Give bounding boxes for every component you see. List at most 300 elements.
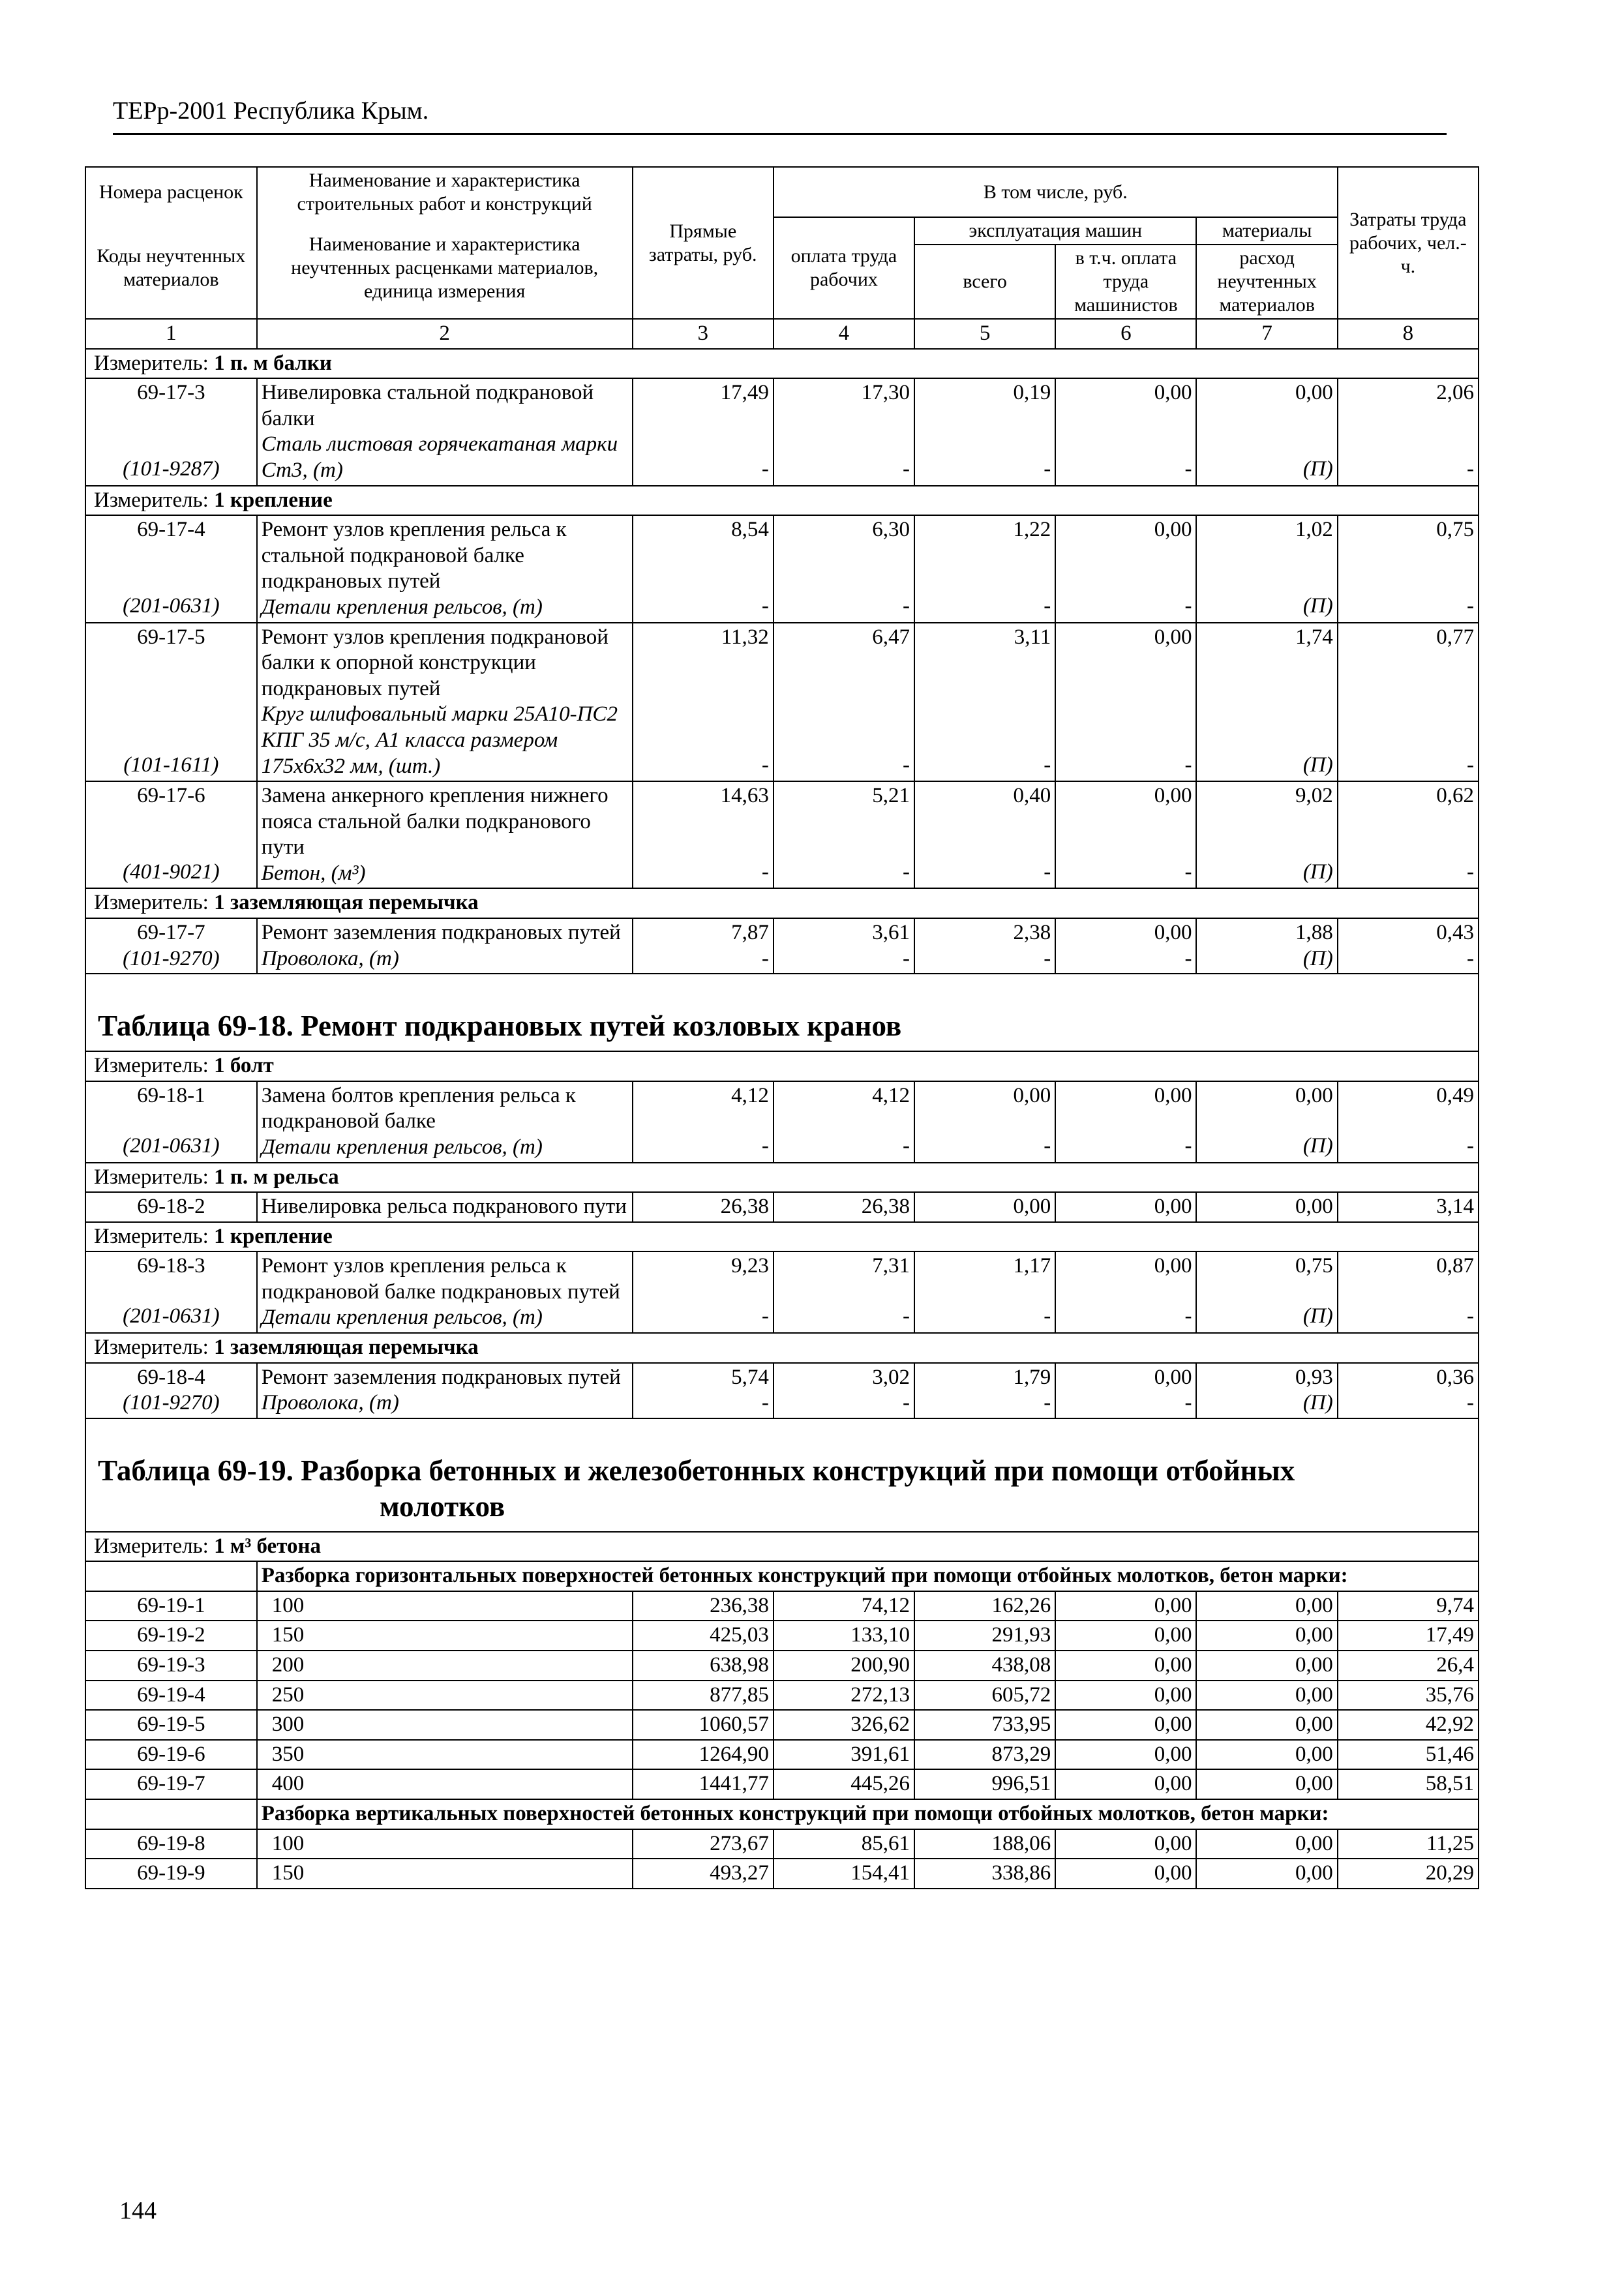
value-col8: 11,25 bbox=[1426, 1831, 1474, 1855]
value-col6: 0,00 bbox=[1154, 1742, 1192, 1766]
material-name: Детали крепления рельсов, (т) bbox=[261, 1135, 543, 1159]
value-col5: 0,40 bbox=[1013, 784, 1051, 808]
value-col5: 996,51 bbox=[991, 1772, 1051, 1796]
rate-name: Замена анкерного крепления нижнего пояса стальной балки подкранового пути bbox=[261, 784, 609, 860]
empty-cell bbox=[85, 1799, 257, 1829]
value-cell-col5 bbox=[914, 1859, 1055, 1889]
value-cell-col6 bbox=[1055, 1081, 1196, 1163]
value-col8: 0,62 bbox=[1436, 784, 1474, 808]
value-cell-col6 bbox=[1055, 1251, 1196, 1333]
value-col5: 438,08 bbox=[991, 1653, 1051, 1677]
material-value-col3: - bbox=[761, 1133, 769, 1158]
value-cell-col6 bbox=[1055, 1769, 1196, 1799]
value-col8: 17,49 bbox=[1425, 1623, 1474, 1647]
subheading bbox=[257, 1799, 1479, 1829]
measure-prefix: Измеритель: bbox=[94, 351, 209, 375]
value-cell-col3 bbox=[633, 515, 774, 622]
measure-prefix: Измеритель: bbox=[94, 1336, 209, 1360]
value-col6: 0,00 bbox=[1154, 1713, 1192, 1737]
table-title-line: молотков bbox=[380, 1489, 505, 1523]
value-cell-col4 bbox=[774, 515, 914, 622]
rate-row bbox=[85, 1192, 1479, 1222]
value-col6: 0,00 bbox=[1154, 1683, 1192, 1707]
rate-code-cell bbox=[85, 623, 257, 782]
value-col7: 1,88 bbox=[1295, 921, 1333, 945]
value-cell-col5 bbox=[914, 781, 1055, 888]
measure-value: 1 п. м балки bbox=[214, 351, 332, 375]
measure-value: 1 крепление bbox=[214, 1224, 333, 1248]
rate-code-cell bbox=[85, 1681, 257, 1711]
material-name: Детали крепления рельсов, (т) bbox=[261, 595, 543, 619]
head-col2-top: Наименование и характеристика строительных работ и конструкций bbox=[257, 167, 633, 217]
value-col6: 0,00 bbox=[1154, 625, 1192, 649]
rate-code-cell bbox=[85, 1251, 257, 1333]
material-value-col7: (П) bbox=[1302, 1133, 1333, 1158]
rate-code-cell bbox=[85, 1740, 257, 1770]
rate-row bbox=[85, 515, 1479, 622]
value-col7: 0,00 bbox=[1295, 1742, 1333, 1766]
rate-name-cell bbox=[257, 515, 633, 622]
value-cell-col4 bbox=[774, 781, 914, 888]
measure-row bbox=[85, 1333, 1479, 1363]
col-number: 7 bbox=[1196, 319, 1337, 349]
material-value-col4: - bbox=[903, 593, 910, 618]
rate-name-cell bbox=[257, 1591, 633, 1621]
material-name: Детали крепления рельсов, (т) bbox=[261, 1306, 543, 1330]
rate-row bbox=[85, 1621, 1479, 1651]
head-machines: эксплуатация машин bbox=[914, 217, 1196, 245]
value-cell-col4 bbox=[774, 1740, 914, 1770]
value-cell-col8 bbox=[1338, 1710, 1479, 1740]
value-col5: 605,72 bbox=[991, 1683, 1051, 1707]
measure-value: 1 крепление bbox=[214, 488, 333, 512]
value-cell-col8 bbox=[1338, 918, 1479, 974]
material-value-col5: - bbox=[1044, 1304, 1051, 1328]
value-cell-col7 bbox=[1196, 1710, 1337, 1740]
value-cell-col4 bbox=[774, 1651, 914, 1681]
material-value-col4: - bbox=[903, 1304, 910, 1328]
material-code: (101-1611) bbox=[123, 753, 219, 777]
material-value-col5: - bbox=[1044, 946, 1051, 970]
material-value-col3: - bbox=[761, 860, 769, 884]
value-col5: 291,93 bbox=[991, 1623, 1051, 1647]
value-col4: 154,41 bbox=[850, 1861, 910, 1885]
rate-code-cell bbox=[85, 1651, 257, 1681]
measure-prefix: Измеритель: bbox=[94, 1534, 209, 1558]
value-cell-col6 bbox=[1055, 1859, 1196, 1889]
value-cell-col5 bbox=[914, 1710, 1055, 1740]
rate-code: 69-19-2 bbox=[137, 1623, 205, 1647]
rate-row bbox=[85, 1859, 1479, 1889]
rate-code-cell bbox=[85, 1363, 257, 1418]
value-cell-col4 bbox=[774, 1192, 914, 1222]
rate-code: 69-19-7 bbox=[137, 1772, 205, 1796]
rate-code: 69-18-3 bbox=[137, 1254, 205, 1278]
value-cell-col6 bbox=[1055, 918, 1196, 974]
value-cell-col3 bbox=[633, 781, 774, 888]
value-col8: 0,43 bbox=[1436, 921, 1474, 945]
material-value-col6: - bbox=[1184, 946, 1192, 970]
value-cell-col4 bbox=[774, 1681, 914, 1711]
value-col7: 0,00 bbox=[1295, 1593, 1333, 1617]
value-col5: 1,22 bbox=[1013, 518, 1051, 542]
rate-code: 69-19-5 bbox=[137, 1713, 205, 1737]
value-col6: 0,00 bbox=[1154, 1083, 1192, 1107]
value-cell-col6 bbox=[1055, 1621, 1196, 1651]
material-code: (101-9287) bbox=[123, 456, 220, 481]
value-col6: 0,00 bbox=[1154, 1254, 1192, 1278]
material-value-col8: - bbox=[1467, 946, 1474, 970]
value-col5: 162,26 bbox=[991, 1593, 1051, 1617]
rate-code-cell bbox=[85, 781, 257, 888]
value-cell-col7 bbox=[1196, 1681, 1337, 1711]
value-col6: 0,00 bbox=[1154, 1653, 1192, 1677]
head-group-label: В том числе, руб. bbox=[774, 167, 1338, 217]
rate-code-cell bbox=[85, 1859, 257, 1889]
value-cell-col3 bbox=[633, 623, 774, 782]
value-col4: 326,62 bbox=[850, 1713, 910, 1737]
rate-code: 69-17-7 bbox=[137, 921, 205, 945]
col-number: 8 bbox=[1338, 319, 1479, 349]
value-cell-col3 bbox=[633, 1591, 774, 1621]
value-col6: 0,00 bbox=[1154, 1365, 1192, 1389]
value-col4: 74,12 bbox=[861, 1593, 910, 1617]
material-name: Сталь листовая горячекатаная марки Ст3, (т) bbox=[261, 432, 618, 482]
value-col8: 9,74 bbox=[1436, 1593, 1474, 1617]
value-cell-col6 bbox=[1055, 1740, 1196, 1770]
col-number: 6 bbox=[1055, 319, 1196, 349]
rate-code: 69-17-3 bbox=[137, 381, 205, 405]
value-col5: 0,00 bbox=[1013, 1195, 1051, 1219]
material-value-col3: - bbox=[761, 1304, 769, 1328]
rate-name-cell bbox=[257, 1769, 633, 1799]
value-cell-col3 bbox=[633, 1251, 774, 1333]
measure-cell bbox=[85, 1532, 1479, 1562]
material-value-col4: - bbox=[903, 1133, 910, 1158]
col-number: 3 bbox=[633, 319, 774, 349]
value-cell-col6 bbox=[1055, 781, 1196, 888]
value-cell-col3 bbox=[633, 378, 774, 485]
measure-prefix: Измеритель: bbox=[94, 891, 209, 915]
measure-cell bbox=[85, 349, 1479, 379]
value-col3: 638,98 bbox=[710, 1653, 769, 1677]
value-col4: 133,10 bbox=[850, 1623, 910, 1647]
value-col4: 445,26 bbox=[850, 1772, 910, 1796]
measure-cell bbox=[85, 1222, 1479, 1252]
value-cell-col7 bbox=[1196, 378, 1337, 485]
value-cell-col5 bbox=[914, 1651, 1055, 1681]
value-col7: 0,75 bbox=[1295, 1254, 1333, 1278]
value-col8: 3,14 bbox=[1436, 1195, 1474, 1219]
rate-name: Ремонт узлов крепления рельса к стальной подкрановой балке подкрановых путей bbox=[261, 518, 567, 593]
value-cell-col7 bbox=[1196, 781, 1337, 888]
value-cell-col7 bbox=[1196, 1363, 1337, 1418]
value-cell-col4 bbox=[774, 918, 914, 974]
value-cell-col4 bbox=[774, 1769, 914, 1799]
col-number: 2 bbox=[257, 319, 633, 349]
value-col7: 0,00 bbox=[1295, 1653, 1333, 1677]
material-value-col8: - bbox=[1467, 1133, 1474, 1158]
rate-code-cell bbox=[85, 918, 257, 974]
value-cell-col4 bbox=[774, 378, 914, 485]
rate-row bbox=[85, 1591, 1479, 1621]
value-cell-col8 bbox=[1338, 1829, 1479, 1859]
value-col3: 26,38 bbox=[720, 1195, 769, 1219]
value-cell-col8 bbox=[1338, 1769, 1479, 1799]
value-cell-col5 bbox=[914, 1192, 1055, 1222]
value-cell-col3 bbox=[633, 1859, 774, 1889]
value-col6: 0,00 bbox=[1154, 784, 1192, 808]
rate-name: Ремонт узлов крепления рельса к подкрановой балке подкрановых путей bbox=[261, 1254, 620, 1304]
measure-row bbox=[85, 1051, 1479, 1081]
value-cell-col7 bbox=[1196, 1651, 1337, 1681]
value-col3: 4,12 bbox=[731, 1083, 769, 1107]
material-code: (201-0631) bbox=[123, 593, 220, 618]
table-title bbox=[85, 974, 1479, 1051]
rate-code-cell bbox=[85, 378, 257, 485]
value-cell-col4 bbox=[774, 623, 914, 782]
rate-code-cell bbox=[85, 1710, 257, 1740]
rate-name: 250 bbox=[271, 1683, 305, 1707]
value-col3: 17,49 bbox=[720, 381, 769, 405]
value-col7: 0,00 bbox=[1295, 1683, 1333, 1707]
value-col8: 0,36 bbox=[1436, 1365, 1474, 1389]
measure-prefix: Измеритель: bbox=[94, 1224, 209, 1248]
measure-value: 1 заземляющая перемычка bbox=[214, 891, 479, 915]
value-cell-col3 bbox=[633, 1621, 774, 1651]
value-col8: 51,46 bbox=[1425, 1742, 1474, 1766]
value-cell-col8 bbox=[1338, 1591, 1479, 1621]
value-col3: 877,85 bbox=[710, 1683, 769, 1707]
material-value-col5: - bbox=[1044, 456, 1051, 481]
material-value-col4: - bbox=[903, 860, 910, 884]
measure-cell bbox=[85, 1333, 1479, 1363]
rate-code: 69-18-4 bbox=[137, 1365, 205, 1389]
rate-name-cell bbox=[257, 1363, 633, 1418]
rate-row bbox=[85, 781, 1479, 888]
material-value-col8: - bbox=[1467, 860, 1474, 884]
rate-name: 150 bbox=[271, 1861, 305, 1885]
rate-row bbox=[85, 378, 1479, 485]
value-col5: 873,29 bbox=[991, 1742, 1051, 1766]
value-col7: 0,00 bbox=[1295, 1861, 1333, 1885]
material-value-col4: - bbox=[903, 946, 910, 970]
value-cell-col8 bbox=[1338, 1681, 1479, 1711]
rate-name: 200 bbox=[271, 1653, 305, 1677]
rate-code: 69-18-2 bbox=[137, 1195, 205, 1219]
rate-code-cell bbox=[85, 1769, 257, 1799]
measure-row bbox=[85, 486, 1479, 516]
rate-name-cell bbox=[257, 1251, 633, 1333]
value-cell-col8 bbox=[1338, 623, 1479, 782]
rate-name: Нивелировка рельса подкранового пути bbox=[261, 1195, 627, 1219]
header-rule bbox=[113, 133, 1447, 135]
table-head-row-2 bbox=[85, 217, 1479, 245]
head-col5: всего bbox=[914, 245, 1055, 319]
rate-row bbox=[85, 1651, 1479, 1681]
material-name: Проволока, (т) bbox=[261, 946, 399, 970]
value-col6: 0,00 bbox=[1154, 921, 1192, 945]
material-value-col7: (П) bbox=[1302, 456, 1333, 481]
head-col4: оплата труда рабочих bbox=[774, 217, 914, 319]
value-col3: 425,03 bbox=[710, 1623, 769, 1647]
value-cell-col6 bbox=[1055, 1710, 1196, 1740]
value-col4: 17,30 bbox=[861, 381, 910, 405]
rate-row bbox=[85, 1081, 1479, 1163]
material-code: (201-0631) bbox=[123, 1304, 220, 1328]
measure-row bbox=[85, 1163, 1479, 1193]
measure-value: 1 заземляющая перемычка bbox=[214, 1336, 479, 1360]
rate-code-cell bbox=[85, 1829, 257, 1859]
value-cell-col6 bbox=[1055, 515, 1196, 622]
rate-name-cell bbox=[257, 1621, 633, 1651]
value-col3: 1264,90 bbox=[699, 1742, 769, 1766]
value-cell-col4 bbox=[774, 1621, 914, 1651]
rate-name-cell bbox=[257, 1681, 633, 1711]
value-cell-col5 bbox=[914, 1740, 1055, 1770]
value-col6: 0,00 bbox=[1154, 1831, 1192, 1855]
value-col8: 0,87 bbox=[1436, 1254, 1474, 1278]
material-value-col3: - bbox=[761, 456, 769, 481]
value-cell-col3 bbox=[633, 1081, 774, 1163]
value-cell-col6 bbox=[1055, 623, 1196, 782]
value-col5: 733,95 bbox=[991, 1713, 1051, 1737]
value-col3: 1441,77 bbox=[699, 1772, 769, 1796]
material-value-col6: - bbox=[1184, 860, 1192, 884]
value-col7: 1,74 bbox=[1295, 625, 1333, 649]
measure-cell bbox=[85, 486, 1479, 516]
value-col8: 0,77 bbox=[1436, 625, 1474, 649]
table-title-line: Таблица 69-19. Разборка бетонных и железобетонных конструкций при помощи отбойных bbox=[98, 1454, 1295, 1487]
material-value-col7: (П) bbox=[1302, 753, 1333, 777]
table-title-row bbox=[85, 974, 1479, 1051]
value-cell-col5 bbox=[914, 1251, 1055, 1333]
value-cell-col8 bbox=[1338, 1740, 1479, 1770]
value-cell-col5 bbox=[914, 918, 1055, 974]
rate-name: Ремонт заземления подкрановых путей bbox=[261, 921, 621, 945]
measure-prefix: Измеритель: bbox=[94, 1165, 209, 1189]
rate-row bbox=[85, 1363, 1479, 1418]
value-col8: 58,51 bbox=[1425, 1772, 1474, 1796]
value-col6: 0,00 bbox=[1154, 518, 1192, 542]
value-col7: 0,00 bbox=[1295, 1083, 1333, 1107]
rate-name: 400 bbox=[271, 1772, 305, 1796]
value-cell-col6 bbox=[1055, 1681, 1196, 1711]
material-value-col7: (П) bbox=[1302, 946, 1333, 970]
rate-name-cell bbox=[257, 623, 633, 782]
subheading bbox=[257, 1561, 1479, 1591]
value-col6: 0,00 bbox=[1154, 1195, 1192, 1219]
value-col4: 272,13 bbox=[850, 1683, 910, 1707]
head-col8: Затраты труда рабочих, чел.-ч. bbox=[1338, 167, 1479, 319]
rate-name: Ремонт узлов крепления подкрановой балки к опорной конструкции подкрановых путей bbox=[261, 625, 609, 700]
value-cell-col8 bbox=[1338, 1081, 1479, 1163]
rate-code: 69-19-4 bbox=[137, 1683, 205, 1707]
value-col5: 2,38 bbox=[1013, 921, 1051, 945]
measure-value: 1 м³ бетона bbox=[214, 1534, 321, 1558]
value-cell-col8 bbox=[1338, 515, 1479, 622]
empty-cell bbox=[85, 1561, 257, 1591]
value-cell-col7 bbox=[1196, 1829, 1337, 1859]
measure-cell bbox=[85, 1163, 1479, 1193]
value-col7: 0,00 bbox=[1295, 1195, 1333, 1219]
value-col8: 20,29 bbox=[1425, 1861, 1474, 1885]
col-number: 4 bbox=[774, 319, 914, 349]
material-value-col3: - bbox=[761, 753, 769, 777]
value-col7: 0,00 bbox=[1295, 1831, 1333, 1855]
value-cell-col5 bbox=[914, 1621, 1055, 1651]
head-col2-bottom: Наименование и характеристика неучтенных расценками материалов, единица измерения bbox=[257, 217, 633, 319]
rate-name-cell bbox=[257, 1192, 633, 1222]
value-col6: 0,00 bbox=[1154, 381, 1192, 405]
value-cell-col7 bbox=[1196, 1769, 1337, 1799]
value-col5: 1,79 bbox=[1013, 1365, 1051, 1389]
value-cell-col5 bbox=[914, 515, 1055, 622]
table-title-line: Таблица 69-18. Ремонт подкрановых путей козловых кранов bbox=[98, 1010, 902, 1043]
rate-row bbox=[85, 1710, 1479, 1740]
measure-value: 1 болт bbox=[214, 1054, 274, 1078]
value-col5: 1,17 bbox=[1013, 1254, 1051, 1278]
rate-name: 100 bbox=[271, 1593, 305, 1617]
value-col7: 0,00 bbox=[1295, 1713, 1333, 1737]
material-code: (201-0631) bbox=[123, 1133, 220, 1158]
value-cell-col3 bbox=[633, 1769, 774, 1799]
value-cell-col3 bbox=[633, 918, 774, 974]
rate-name: Ремонт заземления подкрановых путей bbox=[261, 1365, 621, 1389]
value-cell-col8 bbox=[1338, 1192, 1479, 1222]
measure-row bbox=[85, 349, 1479, 379]
material-value-col7: (П) bbox=[1302, 1391, 1333, 1415]
rate-name: 150 bbox=[271, 1623, 305, 1647]
value-cell-col7 bbox=[1196, 1591, 1337, 1621]
value-col3: 11,32 bbox=[721, 625, 769, 649]
table-head-row-1 bbox=[85, 167, 1479, 217]
value-col5: 338,86 bbox=[991, 1861, 1051, 1885]
value-cell-col7 bbox=[1196, 515, 1337, 622]
value-col4: 4,12 bbox=[872, 1083, 910, 1107]
value-cell-col5 bbox=[914, 1829, 1055, 1859]
value-cell-col3 bbox=[633, 1651, 774, 1681]
material-value-col6: - bbox=[1184, 456, 1192, 481]
value-col3: 236,38 bbox=[710, 1593, 769, 1617]
subheading-row bbox=[85, 1561, 1479, 1591]
value-col8: 35,76 bbox=[1425, 1683, 1474, 1707]
rate-row bbox=[85, 1740, 1479, 1770]
material-value-col7: (П) bbox=[1302, 593, 1333, 618]
material-name: Проволока, (т) bbox=[261, 1391, 399, 1415]
rate-code: 69-19-8 bbox=[137, 1831, 205, 1855]
material-value-col5: - bbox=[1044, 1133, 1051, 1158]
value-cell-col8 bbox=[1338, 378, 1479, 485]
measure-row bbox=[85, 888, 1479, 918]
value-cell-col4 bbox=[774, 1251, 914, 1333]
value-col6: 0,00 bbox=[1154, 1861, 1192, 1885]
material-value-col4: - bbox=[903, 753, 910, 777]
measure-prefix: Измеритель: bbox=[94, 1054, 209, 1078]
value-cell-col3 bbox=[633, 1363, 774, 1418]
material-value-col3: - bbox=[761, 1391, 769, 1415]
value-cell-col6 bbox=[1055, 1192, 1196, 1222]
value-cell-col7 bbox=[1196, 1859, 1337, 1889]
rate-name: Замена болтов крепления рельса к подкрановой балке bbox=[261, 1083, 576, 1133]
material-name: Бетон, (м³) bbox=[261, 861, 366, 885]
value-col7: 1,02 bbox=[1295, 518, 1333, 542]
value-cell-col4 bbox=[774, 1829, 914, 1859]
value-cell-col7 bbox=[1196, 1621, 1337, 1651]
measure-cell bbox=[85, 1051, 1479, 1081]
value-cell-col4 bbox=[774, 1591, 914, 1621]
rate-row bbox=[85, 1681, 1479, 1711]
